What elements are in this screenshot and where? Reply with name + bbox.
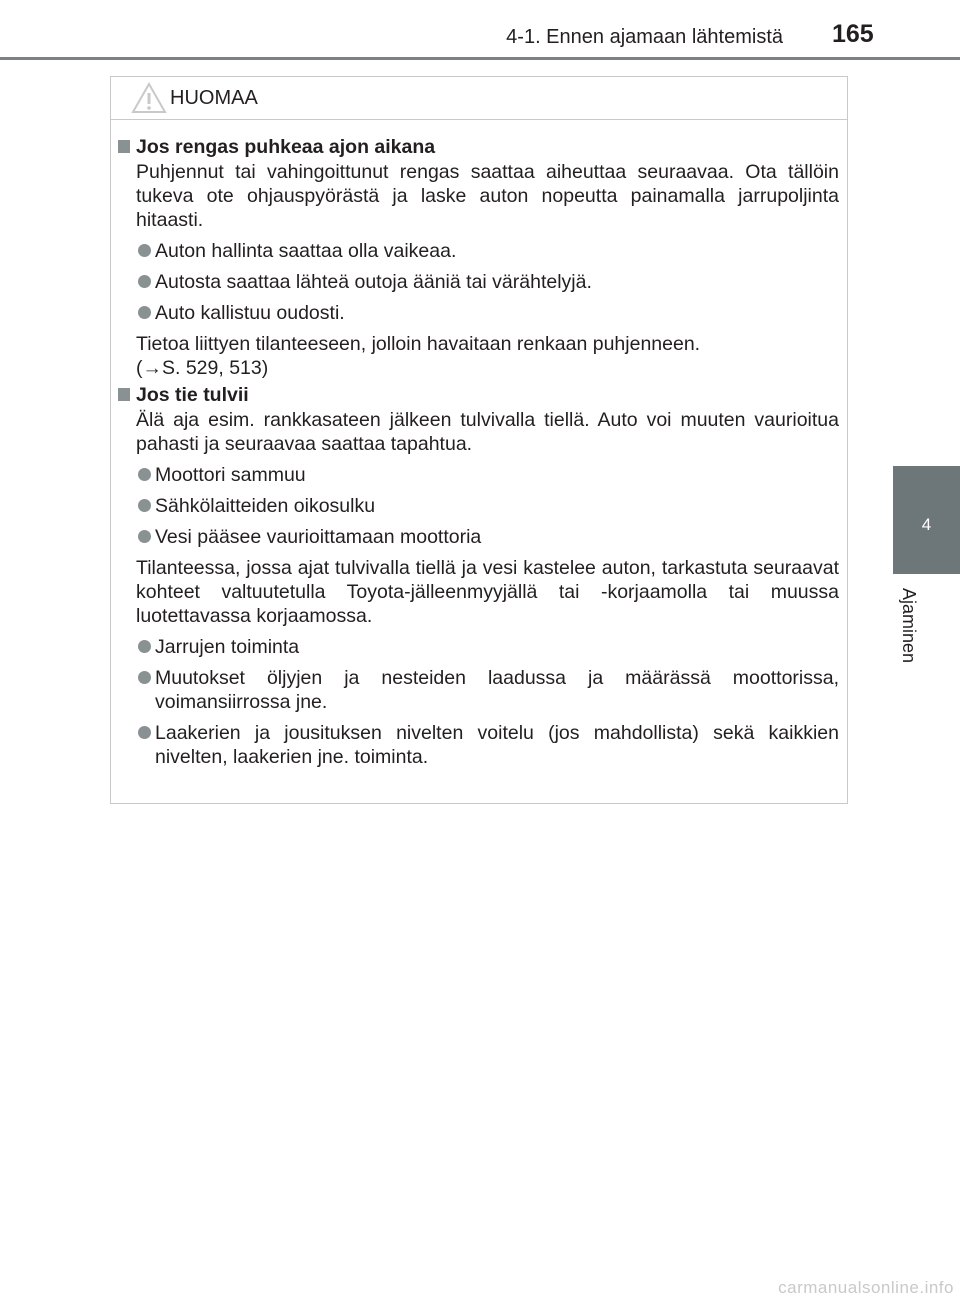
list-item bbox=[118, 525, 839, 549]
round-bullet-icon bbox=[138, 244, 151, 257]
list-item-text: Autosta saattaa lähteä outoja ääniä tai värähtelyjä. bbox=[155, 271, 592, 293]
section-heading-text: Jos rengas puhkeaa ajon aikana bbox=[136, 136, 436, 158]
round-bullet-icon bbox=[138, 306, 151, 319]
notice-box bbox=[110, 76, 848, 804]
round-bullet-icon bbox=[138, 640, 151, 653]
round-bullet-icon bbox=[138, 671, 151, 684]
list-item-text: Sähkölaitteiden oikosulku bbox=[155, 495, 376, 517]
list-item bbox=[118, 270, 839, 294]
section-note: Tilanteessa, jossa ajat tulvivalla tiellä ja vesi kastelee auton, tarkastuta seuraavat kohteet valtuutetulla Toyota-jälleenmyyjällä tai -korjaamolla tai muussa luotettavassa korjaamossa. bbox=[136, 557, 839, 627]
header-section-title: 4-1. Ennen ajamaan lähtemistä bbox=[506, 26, 783, 48]
list-item bbox=[118, 463, 839, 487]
list-item bbox=[118, 635, 839, 659]
section-heading-text: Jos tie tulvii bbox=[136, 384, 249, 406]
round-bullet-icon bbox=[138, 726, 151, 739]
header-rule bbox=[0, 57, 960, 60]
page-reference: (→S. 529, 513) bbox=[136, 357, 269, 379]
list-item-text: Muutokset öljyjen ja nesteiden laadussa ja määrässä moottorissa, voimansiirrossa jne. bbox=[155, 667, 839, 713]
list-item-text: Vesi pääsee vaurioittamaan moottoria bbox=[155, 526, 482, 548]
watermark: carmanualsonline.info bbox=[778, 1278, 954, 1297]
list-item bbox=[118, 239, 839, 263]
notice-header bbox=[111, 77, 847, 120]
page-number: 165 bbox=[832, 20, 874, 48]
section-intro: Älä aja esim. rankkasateen jälkeen tulvivalla tiellä. Auto voi muuten vaurioitua pahasti ja seuraavaa saattaa tapahtua. bbox=[136, 409, 839, 455]
round-bullet-icon bbox=[138, 499, 151, 512]
list-item-text: Jarrujen toiminta bbox=[155, 636, 300, 658]
list-item bbox=[118, 721, 839, 769]
notice-body bbox=[111, 120, 847, 769]
round-bullet-icon bbox=[138, 468, 151, 481]
square-bullet-icon bbox=[118, 388, 130, 401]
list-item-text: Laakerien ja jousituksen nivelten voitelu (jos mahdollista) sekä kaikkien nivelten, laakerien jne. toiminta. bbox=[155, 722, 839, 768]
list-item bbox=[118, 666, 839, 714]
section-heading bbox=[118, 135, 839, 159]
round-bullet-icon bbox=[138, 275, 151, 288]
square-bullet-icon bbox=[118, 140, 130, 153]
list-item bbox=[118, 494, 839, 518]
section-intro: Puhjennut tai vahingoittunut rengas saattaa aiheuttaa seuraavaa. Ota tällöin tukeva ote ohjauspyörästä ja laske auton nopeutta painamalla jarrupoljinta hitaasti. bbox=[136, 161, 839, 231]
list-item-text: Auton hallinta saattaa olla vaikeaa. bbox=[155, 240, 457, 262]
round-bullet-icon bbox=[138, 530, 151, 543]
list-item bbox=[118, 301, 839, 325]
section-note bbox=[136, 332, 839, 380]
chapter-number: 4 bbox=[921, 515, 932, 534]
notice-title: HUOMAA bbox=[170, 87, 258, 109]
list-item-text: Auto kallistuu oudosti. bbox=[155, 302, 345, 324]
section-heading bbox=[118, 383, 839, 407]
list-item-text: Moottori sammuu bbox=[155, 464, 306, 486]
chapter-label: Ajaminen bbox=[899, 588, 919, 664]
note-text: Tietoa liittyen tilanteeseen, jolloin havaitaan renkaan puhjenneen. bbox=[136, 333, 701, 355]
warning-triangle-icon bbox=[131, 82, 167, 114]
